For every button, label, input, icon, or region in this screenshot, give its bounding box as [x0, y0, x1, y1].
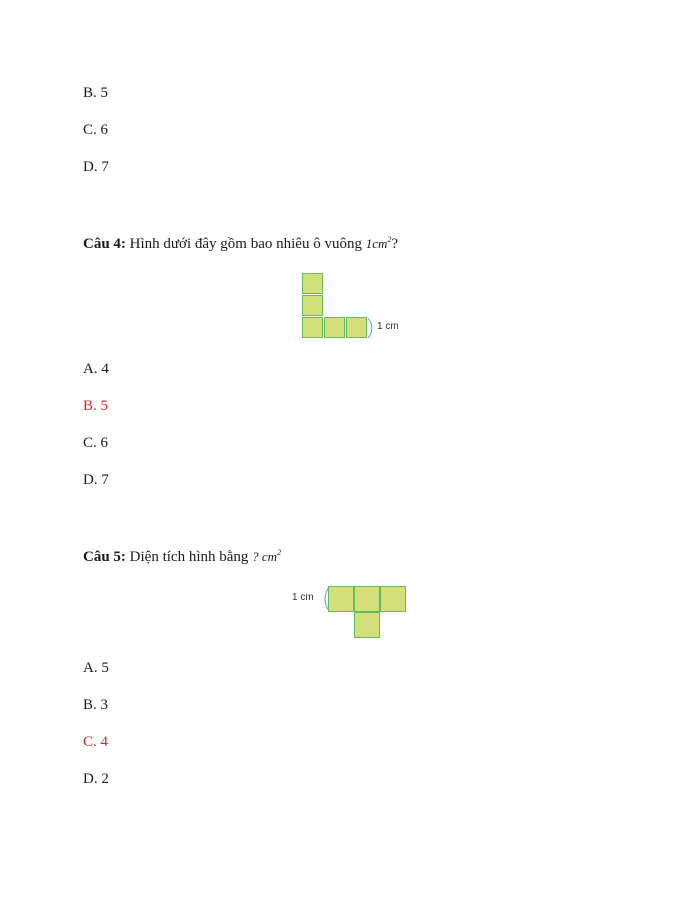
option-d[interactable]: D. 7 [83, 159, 109, 175]
square-cell [354, 586, 380, 612]
square-cell [328, 586, 354, 612]
question-4-label: Câu 4: [83, 236, 126, 252]
question-5 [83, 544, 281, 566]
question-5-figure [290, 586, 410, 640]
square-cell [302, 295, 323, 316]
q5-option-a[interactable]: A. 5 [83, 660, 109, 676]
square-cell [380, 586, 406, 612]
question-5-unit: ? $cm^2$ [252, 548, 282, 564]
unit-label: 1 cm [292, 592, 314, 603]
square-cell [302, 317, 323, 338]
question-5-label: Câu 5: [83, 549, 126, 565]
square-cell [324, 317, 345, 338]
q4-option-c[interactable]: C. 6 [83, 435, 109, 451]
q4-option-b[interactable]: B. 5 [83, 398, 109, 414]
question-5-text: Diện tích hình bằng [129, 549, 249, 565]
question-4: Câu 4: Hình dưới đây gồm bao nhiêu ô vuông $1cm^2$? [83, 235, 399, 252]
square-cell [302, 273, 323, 294]
option-b[interactable]: B. 5 [83, 85, 109, 101]
unit-label: 1 cm [377, 321, 399, 332]
square-cell [354, 612, 380, 638]
option-c[interactable]: C. 6 [83, 122, 109, 138]
question-4-unit: $1cm^2$ [365, 235, 392, 251]
q5-option-d[interactable]: D. 2 [83, 771, 109, 787]
q5-option-c[interactable]: C. 4 [83, 734, 109, 750]
q4-option-a[interactable]: A. 4 [83, 361, 109, 377]
q4-option-d[interactable]: D. 7 [83, 472, 109, 488]
question-4-figure [302, 273, 412, 341]
square-cell [346, 317, 367, 338]
question-4-text: Hình dưới đây gồm bao nhiêu ô vuông [129, 236, 362, 252]
q5-option-b[interactable]: B. 3 [83, 697, 109, 713]
